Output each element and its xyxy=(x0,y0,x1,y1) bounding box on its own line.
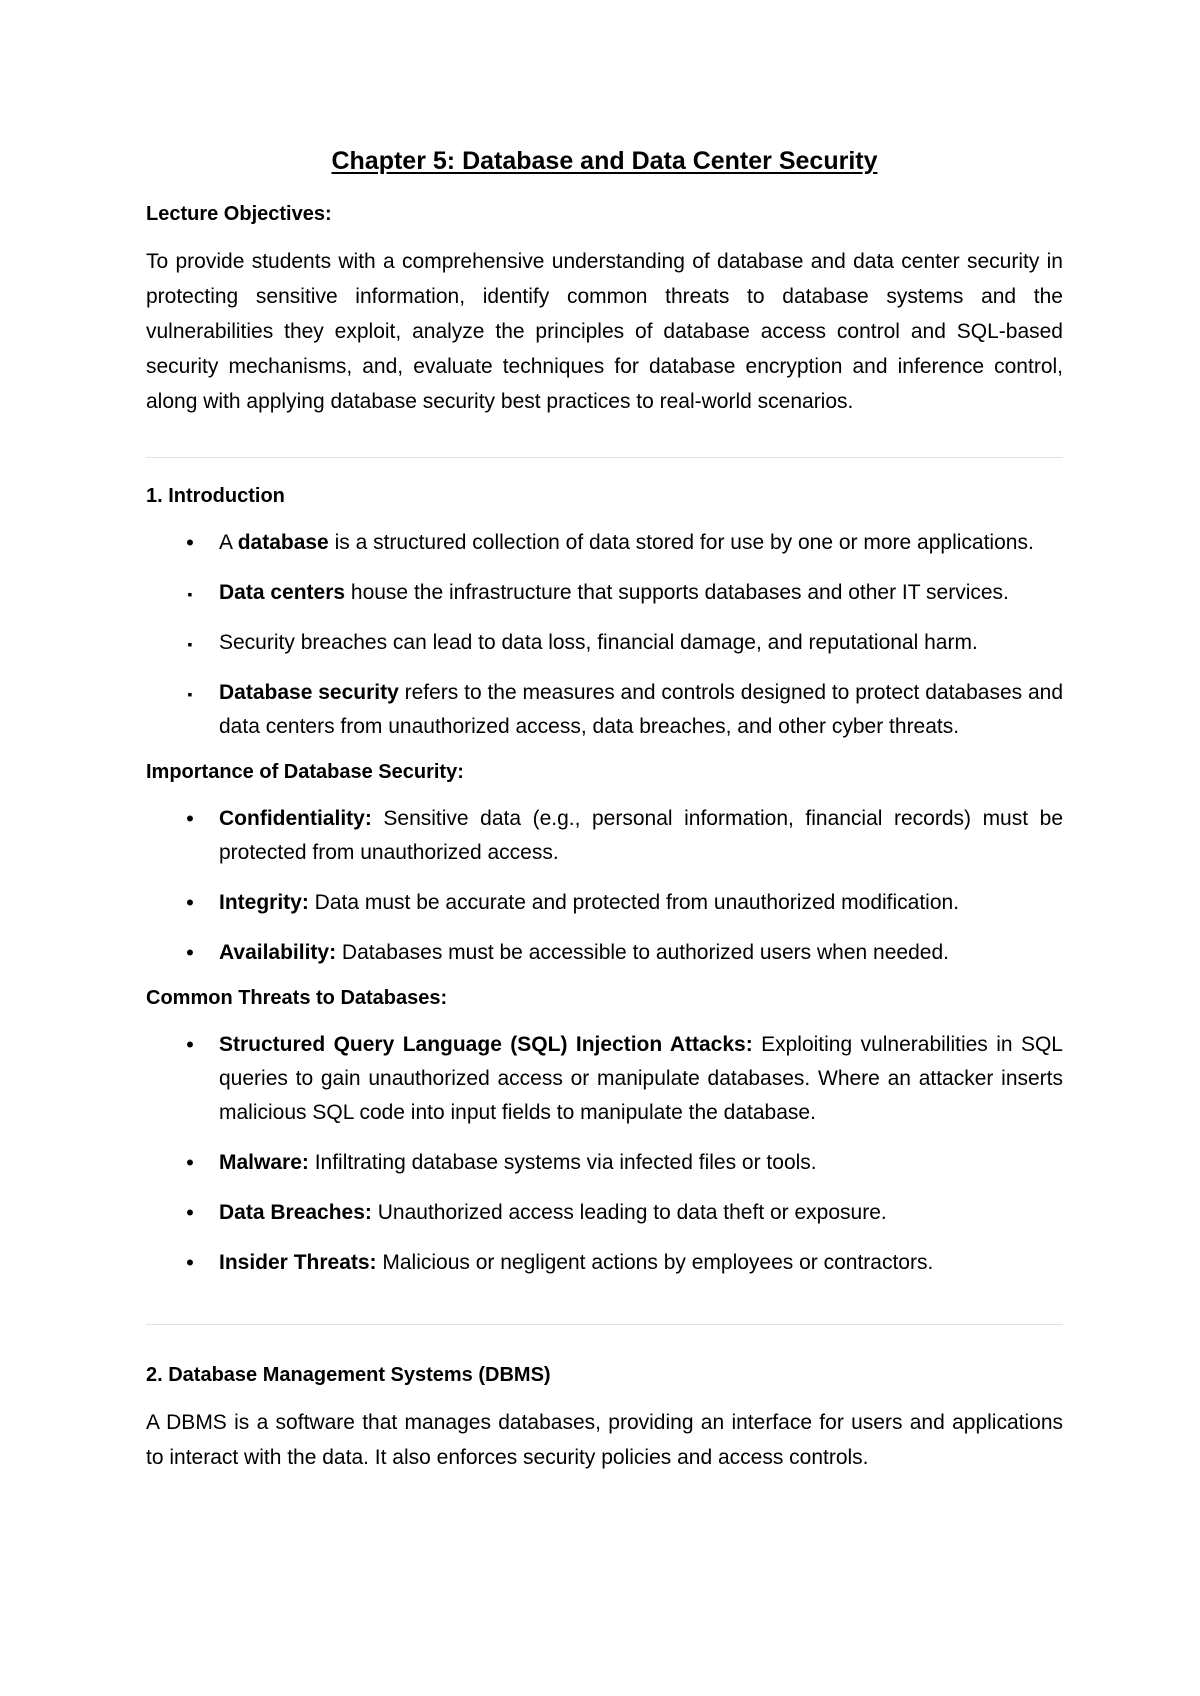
bullet-icon xyxy=(180,886,200,921)
term: Structured Query Language (SQL) Injection Attacks: xyxy=(219,1033,753,1056)
importance-heading: Importance of Database Security: xyxy=(146,761,464,783)
importance-list xyxy=(146,802,1063,970)
list-item: • Structured Query Language (SQL) Injection Attacks: Exploiting vulnerabilities in SQL queries to gain unauthorized access or manipulate databases. Where an attacker inserts malicious SQL code into input fields to manipulate the database. xyxy=(146,1028,1063,1130)
page-title: Chapter 5: Database and Data Center Security xyxy=(331,147,878,175)
list-item: • Availability: Databases must be accessible to authorized users when needed. xyxy=(146,936,1063,970)
bullet-icon xyxy=(180,1028,200,1063)
list-item: ▪ Data centers house the infrastructure that supports databases and other IT services. xyxy=(146,576,1063,610)
list-item: ▪ Security breaches can lead to data loss, financial damage, and reputational harm. xyxy=(146,626,1063,660)
list-item: • Confidentiality: Sensitive data (e.g., personal information, financial records) must be protected from unauthorized access. xyxy=(146,802,1063,870)
term: database xyxy=(237,531,329,554)
bullet-icon xyxy=(180,1146,200,1181)
square-bullet-icon xyxy=(180,676,200,711)
square-bullet-icon xyxy=(180,576,200,611)
objectives-heading: Lecture Objectives: xyxy=(146,203,332,225)
list-item: • Data Breaches: Unauthorized access leading to data theft or exposure. xyxy=(146,1196,1063,1230)
term: Integrity: xyxy=(219,891,309,914)
term: Availability: xyxy=(219,941,337,964)
list-item: • A database is a structured collection of data stored for use by one or more applications. xyxy=(146,526,1063,560)
threats-list xyxy=(146,1028,1063,1280)
bullet-icon xyxy=(180,802,200,837)
list-item: • Malware: Infiltrating database systems via infected files or tools. xyxy=(146,1146,1063,1180)
term: Data centers xyxy=(219,581,346,604)
term: Data Breaches: xyxy=(219,1201,372,1224)
section-divider xyxy=(146,1324,1063,1325)
dbms-paragraph: A DBMS is a software that manages databases, providing an interface for users and applications to interact with the data. It also enforces security policies and access controls. xyxy=(146,1411,1063,1469)
bullet-icon xyxy=(180,526,200,561)
term: Database security xyxy=(219,681,399,704)
term: Insider Threats: xyxy=(219,1251,377,1274)
square-bullet-icon xyxy=(180,626,200,661)
introduction-heading: 1. Introduction xyxy=(146,485,285,507)
threats-heading: Common Threats to Databases: xyxy=(146,987,448,1009)
bullet-icon xyxy=(180,1196,200,1231)
bullet-icon xyxy=(180,936,200,971)
introduction-list xyxy=(146,526,1063,744)
term: Malware: xyxy=(219,1151,309,1174)
dbms-heading: 2. Database Management Systems (DBMS) xyxy=(146,1364,551,1386)
list-item: ▪ Database security refers to the measures and controls designed to protect databases and data centers from unauthorized access, data breaches, and other cyber threats. xyxy=(146,676,1063,744)
list-item: • Insider Threats: Malicious or negligent actions by employees or contractors. xyxy=(146,1246,1063,1280)
objectives-paragraph: To provide students with a comprehensive understanding of database and data center security in protecting sensitive information, identify common threats to database systems and the vulnerabilities they exploit, analyze the principles of database access control and SQL-based security mechanisms, and, evaluate techniques for database encryption and inference control, along with applying database security best practices to real-world scenarios. xyxy=(146,250,1063,413)
bullet-icon xyxy=(180,1246,200,1281)
section-divider xyxy=(146,457,1063,458)
list-item: • Integrity: Data must be accurate and protected from unauthorized modification. xyxy=(146,886,1063,920)
term: Confidentiality: xyxy=(219,807,372,830)
